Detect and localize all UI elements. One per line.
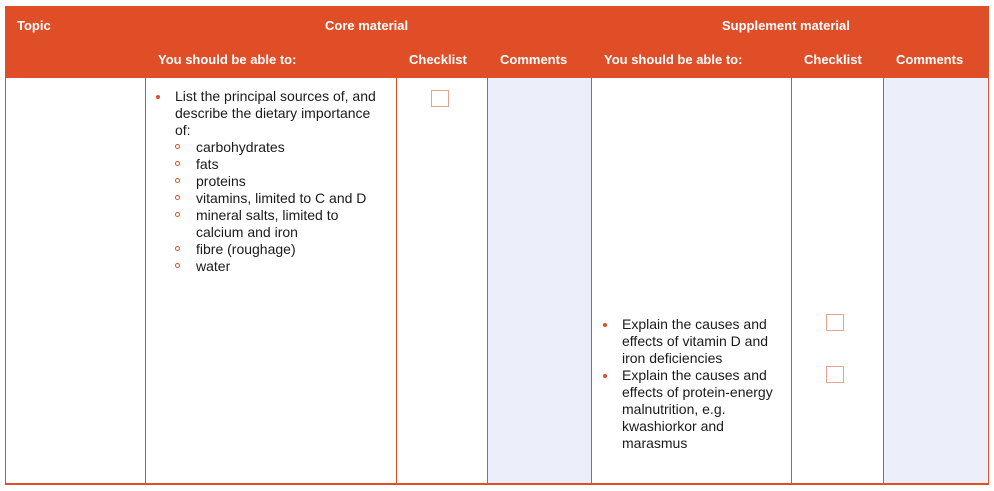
supp-item2-line: Explain the causes and (622, 367, 767, 383)
supp-item2-line: kwashiorkor and (622, 418, 724, 434)
column-divider (487, 78, 488, 484)
header-core-able: You should be able to: (158, 52, 297, 67)
supp-comments-cell[interactable] (884, 78, 987, 483)
header-core-checklist: Checklist (409, 52, 467, 67)
supp-item1-line: effects of vitamin D and (622, 333, 769, 349)
circle-bullet-icon (175, 178, 180, 183)
core-subitem: fats (196, 156, 219, 172)
core-subitem: fibre (roughage) (196, 241, 296, 257)
bullet-icon (156, 95, 160, 99)
header-supp-comments: Comments (896, 52, 964, 67)
core-subitem: proteins (196, 173, 246, 189)
bullet-icon (603, 374, 607, 378)
circle-bullet-icon (175, 195, 180, 200)
supp-item2-line: effects of protein-energy (622, 384, 773, 400)
core-subitem: vitamins, limited to C and D (196, 190, 367, 206)
circle-bullet-icon (175, 161, 180, 166)
circle-bullet-icon (175, 144, 180, 149)
core-subitem: mineral salts, limited to (196, 207, 339, 223)
core-subitem: carbohydrates (196, 139, 285, 155)
column-divider (591, 78, 592, 484)
supp-item1-line: Explain the causes and (622, 316, 767, 332)
supp-item2-line: marasmus (622, 435, 688, 451)
column-divider (883, 78, 884, 484)
syllabus-table (5, 6, 989, 485)
column-divider (791, 78, 792, 484)
header-core-material: Core material (325, 18, 409, 33)
table-header (5, 6, 989, 78)
supp-item1-line: iron deficiencies (622, 350, 723, 366)
core-subitem: calcium and iron (196, 224, 298, 240)
header-supp-checklist: Checklist (804, 52, 862, 67)
header-topic: Topic (17, 18, 51, 33)
header-core-comments: Comments (500, 52, 568, 67)
header-supplement-material: Supplement material (722, 18, 850, 33)
core-objective-line: describe the dietary importance (175, 105, 371, 121)
circle-bullet-icon (175, 246, 180, 251)
header-supp-able: You should be able to: (604, 52, 743, 67)
core-objective-line: List the principal sources of, and (175, 88, 376, 104)
circle-bullet-icon (175, 263, 180, 268)
supp-item2-line: malnutrition, e.g. (622, 401, 726, 417)
table-bottom-border (5, 483, 989, 485)
supp-checklist-checkbox-1[interactable] (826, 314, 844, 331)
core-checklist-checkbox[interactable] (431, 90, 449, 107)
column-divider (145, 78, 146, 484)
bullet-icon (603, 323, 607, 327)
core-objective-line: of: (175, 122, 191, 138)
circle-bullet-icon (175, 212, 180, 217)
core-comments-cell[interactable] (488, 78, 591, 483)
column-divider (396, 78, 397, 484)
core-subitem: water (196, 258, 231, 274)
supp-checklist-checkbox-2[interactable] (826, 366, 844, 383)
